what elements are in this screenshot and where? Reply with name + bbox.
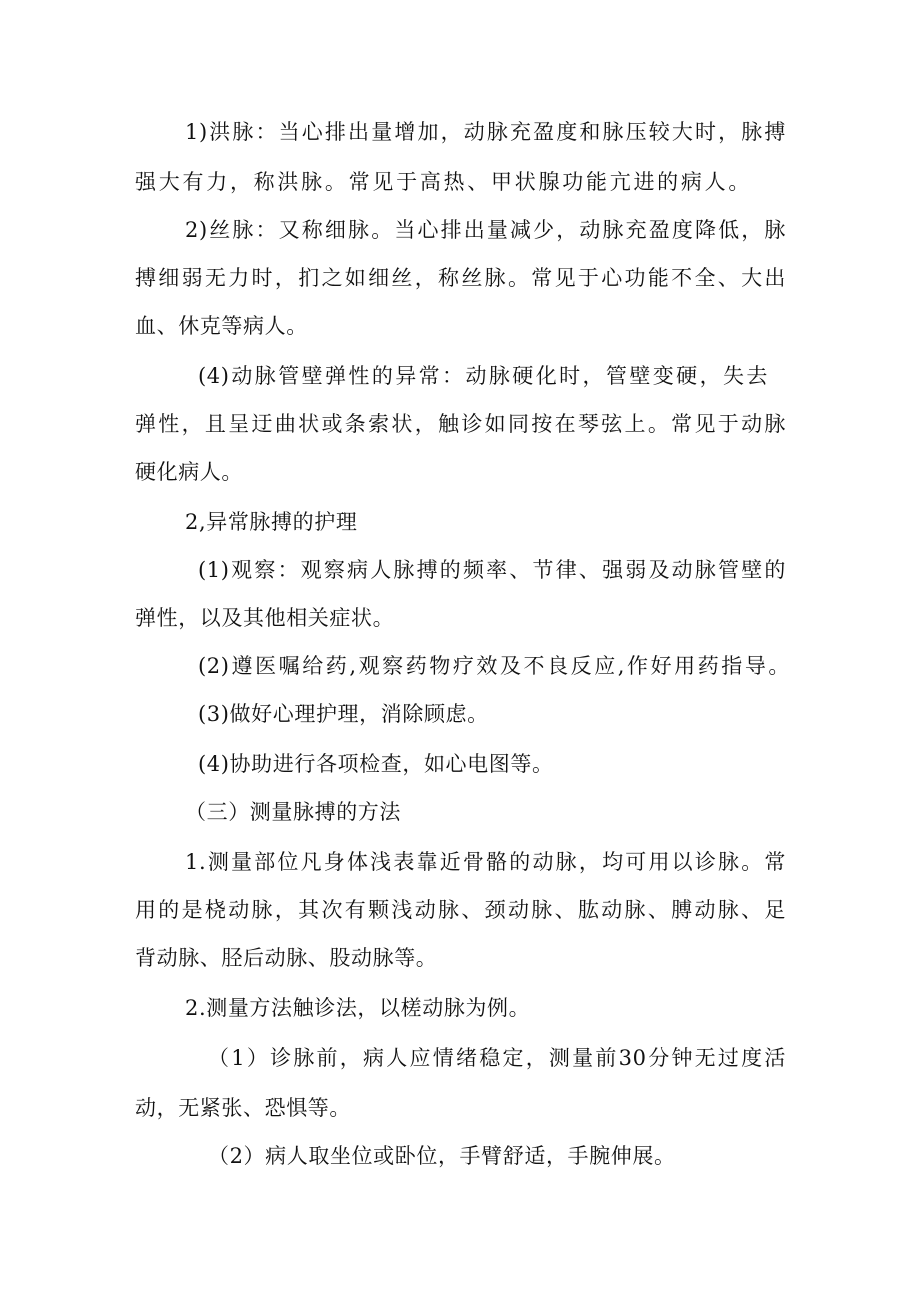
text-line: (2)遵医嘱给药,观察药物疗效及不良反应,作好用药指导。	[198, 654, 790, 678]
text-line: 1.测量部位凡身体浅表靠近骨骼的动脉，均可用以诊脉。常	[185, 850, 786, 874]
text-line: 弹性，且呈迂曲状或条索状，触诊如同按在琴弦上。常见于动脉	[135, 412, 786, 436]
text-line: 2.测量方法触诊法，以槎动脉为例。	[185, 996, 531, 1020]
text-line: 2)丝脉：又称细脉。当心排出量减少，动脉充盈度降低，脉	[185, 218, 786, 242]
text-line: (4)协助进行各项检查，如心电图等。	[198, 752, 554, 776]
text-line: 血、休克等病人。	[135, 314, 308, 338]
text-line: （1）诊脉前，病人应情绪稳定，测量前30分钟无过度活	[208, 1046, 786, 1070]
text-line: 搏细弱无力时，扪之如细丝，称丝脉。常见于心功能不全、大出	[135, 266, 786, 290]
text-line: 动，无紧张、恐惧等。	[135, 1096, 351, 1120]
text-line: 1)洪脉：当心排出量增加，动脉充盈度和脉压较大时，脉搏	[185, 120, 786, 144]
text-line: (1)观察：观察病人脉搏的频率、节律、强弱及动脉管壁的	[198, 558, 786, 582]
text-line: (4)动脉管壁弹性的异常：动脉硬化时，管壁变硬，失去	[198, 364, 768, 388]
text-line: 弹性，以及其他相关症状。	[135, 606, 395, 630]
text-line: 强大有力，称洪脉。常见于高热、甲状腺功能亢进的病人。	[135, 170, 750, 194]
text-line: （2）病人取坐位或卧位，手臂舒适，手腕伸展。	[208, 1144, 676, 1168]
text-line: (3)做好心理护理，消除顾虑。	[198, 702, 489, 726]
text-line: 硬化病人。	[135, 460, 243, 484]
section-heading: 2,异常脉搏的护理	[185, 510, 358, 534]
section-heading: （三）测量脉搏的方法	[185, 800, 401, 824]
text-line: 背动脉、胫后动脉、股动脉等。	[135, 946, 438, 970]
text-line: 用的是桡动脉，其次有颗浅动脉、颈动脉、肱动脉、膊动脉、足	[135, 898, 786, 922]
